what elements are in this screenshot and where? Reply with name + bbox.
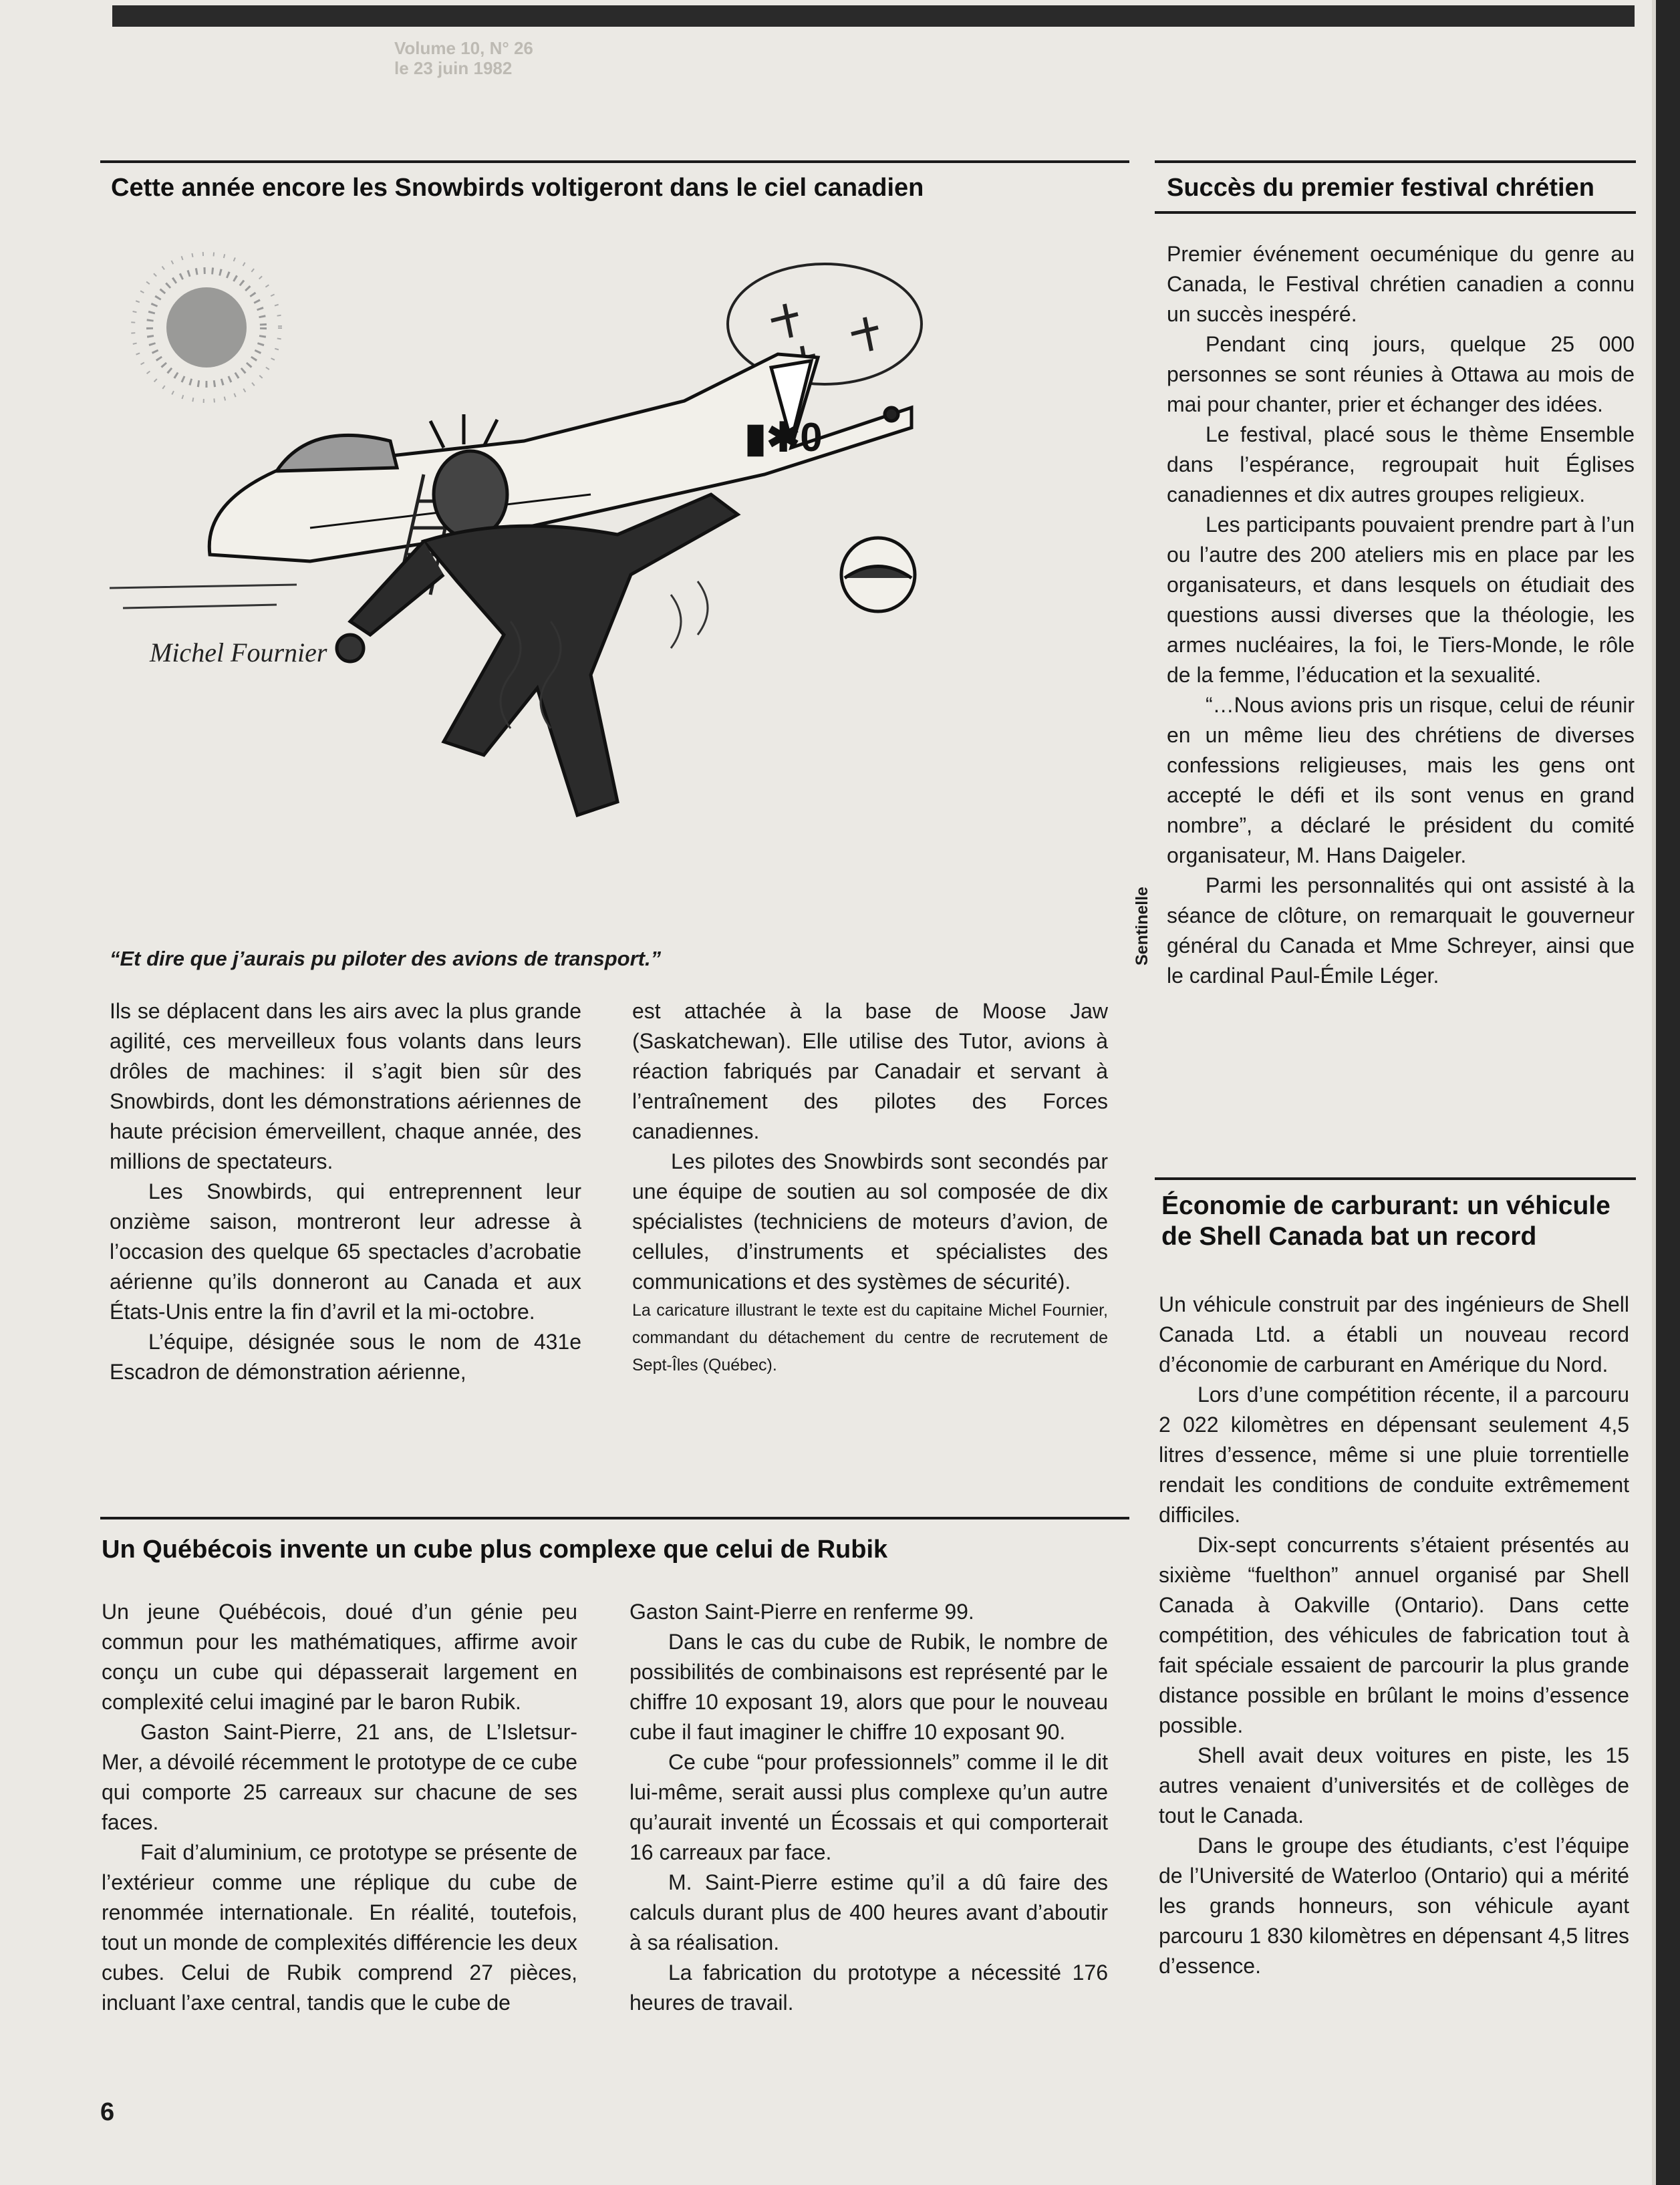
volume-line: Volume 10, N° 26: [394, 38, 533, 58]
paragraph: Parmi les personnalités qui ont assisté à la séance de clôture, on remarquait le gouverneur général du Canada et Mme Schreyer, ainsi que le cardinal Paul-Émile Léger.: [1167, 873, 1635, 988]
dust-cloud: [133, 254, 280, 401]
photo-credit: Sentinelle: [1133, 886, 1151, 966]
festival-column: [1167, 239, 1635, 991]
top-border-bar: [112, 5, 1635, 27]
snowbirds-left-column: [110, 996, 581, 1387]
svg-text:▮✱0: ▮✱0: [744, 415, 823, 460]
paragraph: La fabrication du prototype a nécessité 176 heures de travail.: [629, 1960, 1108, 2015]
paragraph: Dans le cas du cube de Rubik, le nombre de possibilités de combinaisons est représenté par le chiffre 10 exposant 19, alors que pour le nouveau cube il faut imaginer le chiffre 10 exposant 90.: [629, 1630, 1108, 1744]
cube-title: Un Québécois invente un cube plus complexe que celui de Rubik: [102, 1536, 888, 1564]
paragraph: Ils se déplacent dans les airs avec la plus grande agilité, ces merveilleux fous volants dans leurs drôles de machines: il s’agit bien sûr des Snowbirds, dont les démonstrations aériennes de haute précision émerveillent, chaque année, des millions de spectateurs.: [110, 999, 581, 1173]
snowbirds-cartoon: [110, 247, 1112, 915]
date-line: le 23 juin 1982: [394, 58, 513, 78]
cartoon-caption: “Et dire que j’aurais pu piloter des avions de transport.”: [110, 947, 662, 970]
paragraph: “…Nous avions pris un risque, celui de réunir en un même lieu des chrétiens de diverses confessions religieuses, mais les gens ont accepté le défi et ils sont venus en grand nombre”, a déclaré le président du comité organisateur, M. Hans Daigeler.: [1167, 693, 1635, 867]
paragraph: Les participants pouvaient prendre part à l’un ou l’autre des 200 ateliers mis en place par les organisateurs, et dans lesquels on étudiait des questions aussi diverses que la théologie, les armes nucléaires, la foi, le Tiers-Monde, le rôle de la femme, l’éducation et la sexualité.: [1167, 513, 1635, 687]
paragraph: Ce cube “pour professionnels” comme il le dit lui-même, serait aussi plus complexe qu’un autre qu’aurait inventé un Écossais et qui comporterait 16 carreaux par face.: [629, 1750, 1108, 1864]
paragraph: Lors d’une compétition récente, il a parcouru 2 022 kilomètres en dépensant seulement 4,5 litres d’essence, même si une pluie torrentielle rendait les conditions de conduite extrêmement difficiles.: [1159, 1382, 1629, 1527]
snowbirds-title: Cette année encore les Snowbirds voltigeront dans le ciel canadien: [111, 174, 924, 202]
paragraph: Le festival, placé sous le thème Ensemble dans l’espérance, regroupait huit Églises canadiennes et dix autres groupes religieux.: [1167, 422, 1635, 506]
paragraph: est attachée à la base de Moose Jaw (Saskatchewan). Elle utilise des Tutor, avions à réaction fabriqués par Canadair et servant à l’entraînement des pilotes des Forces canadiennes.: [632, 999, 1108, 1143]
helmet: [841, 538, 915, 611]
paragraph: Les pilotes des Snowbirds sont secondés par une équipe de soutien au sol composée de dix spécialistes (techniciens de moteurs d’avion, de cellules, d’instruments et spécialistes des communications et des systèmes de sécurité).: [632, 1149, 1108, 1294]
paragraph: M. Saint-Pierre estime qu’il a dû faire des calculs durant plus de 400 heures avant d’aboutir à sa réalisation.: [629, 1870, 1108, 1954]
cube-top-rule: [100, 1517, 1129, 1519]
paragraph: Premier événement oecuménique du genre au Canada, le Festival chrétien canadien a connu un succès inespéré.: [1167, 242, 1635, 326]
page-number: 6: [100, 2098, 115, 2126]
cartoon-note: La caricature illustrant le texte est du capitaine Michel Fournier, commandant du détachement du centre de recrutement de Sept-Îles (Québec).: [632, 1301, 1108, 1374]
snowbirds-right-column: [632, 996, 1108, 1379]
shell-top-rule: [1155, 1177, 1636, 1180]
festival-title-rule: [1155, 211, 1636, 214]
festival-title: Succès du premier festival chrétien: [1167, 174, 1594, 202]
paragraph: Fait d’aluminium, ce prototype se présente de l’extérieur comme une réplique du cube de renommée internationale. En réalité, toutefois, tout un monde de complexités différencie les deux cubes. Celui de Rubik comprend 27 pièces, incluant l’axe central, tandis que le cube de: [102, 1840, 577, 2015]
paragraph: Shell avait deux voitures en piste, les 15 autres venaient d’universités et de collèges de tout le Canada.: [1159, 1743, 1629, 1828]
snowbirds-top-rule: [100, 160, 1129, 163]
shell-column: [1159, 1290, 1629, 1981]
paragraph: L’équipe, désignée sous le nom de 431e Escadron de démonstration aérienne,: [110, 1330, 581, 1384]
binding-edge: [1652, 0, 1680, 2185]
cube-left-column: [102, 1597, 577, 2018]
paragraph: Dans le groupe des étudiants, c’est l’équipe de l’Université de Waterloo (Ontario) qui a mérité les grands honneurs, son véhicule ayant parcouru 1 830 kilomètres en dépensant 4,5 litres d’essence.: [1159, 1834, 1629, 1978]
festival-top-rule: [1155, 160, 1636, 163]
paragraph: Pendant cinq jours, quelque 25 000 personnes se sont réunies à Ottawa au mois de mai pour chanter, prier et échanger des idées.: [1167, 332, 1635, 416]
paragraph: Dix-sept concurrents s’étaient présentés au sixième “fuelthon” annuel organisé par Shell Canada à Oakville (Ontario). Dans cette compétition, des véhicules de fabrication tout à fait spéciale essaient de parcourir la plus grande distance possible en brûlant le moins d’essence possible.: [1159, 1533, 1629, 1737]
paragraph: Les Snowbirds, qui entreprennent leur onzième saison, montreront leur adresse à l’occasion des quelque 65 spectacles d’acrobatie aérienne qu’ils donneront au Canada et aux États-Unis entre la fin d’avril et la mi-octobre.: [110, 1179, 581, 1324]
artist-signature: Michel Fournier: [150, 637, 327, 668]
paragraph: Gaston Saint-Pierre en renferme 99.: [629, 1600, 974, 1624]
paragraph: Un jeune Québécois, doué d’un génie peu commun pour les mathématiques, affirme avoir conçu un cube qui dépasserait largement en complexité celui imaginé par le baron Rubik.: [102, 1600, 577, 1714]
cube-right-column: [629, 1597, 1108, 2018]
paragraph: Un véhicule construit par des ingénieurs de Shell Canada Ltd. a établi un nouveau record d’économie de carburant en Amérique du Nord.: [1159, 1292, 1629, 1376]
paragraph: Gaston Saint-Pierre, 21 ans, de L’Isletsur-Mer, a dévoilé récemment le prototype de ce cube qui comporte 25 carreaux sur chacune de ses faces.: [102, 1720, 577, 1834]
shell-title: Économie de carburant: un véhicule de Shell Canada bat un record: [1161, 1191, 1611, 1251]
